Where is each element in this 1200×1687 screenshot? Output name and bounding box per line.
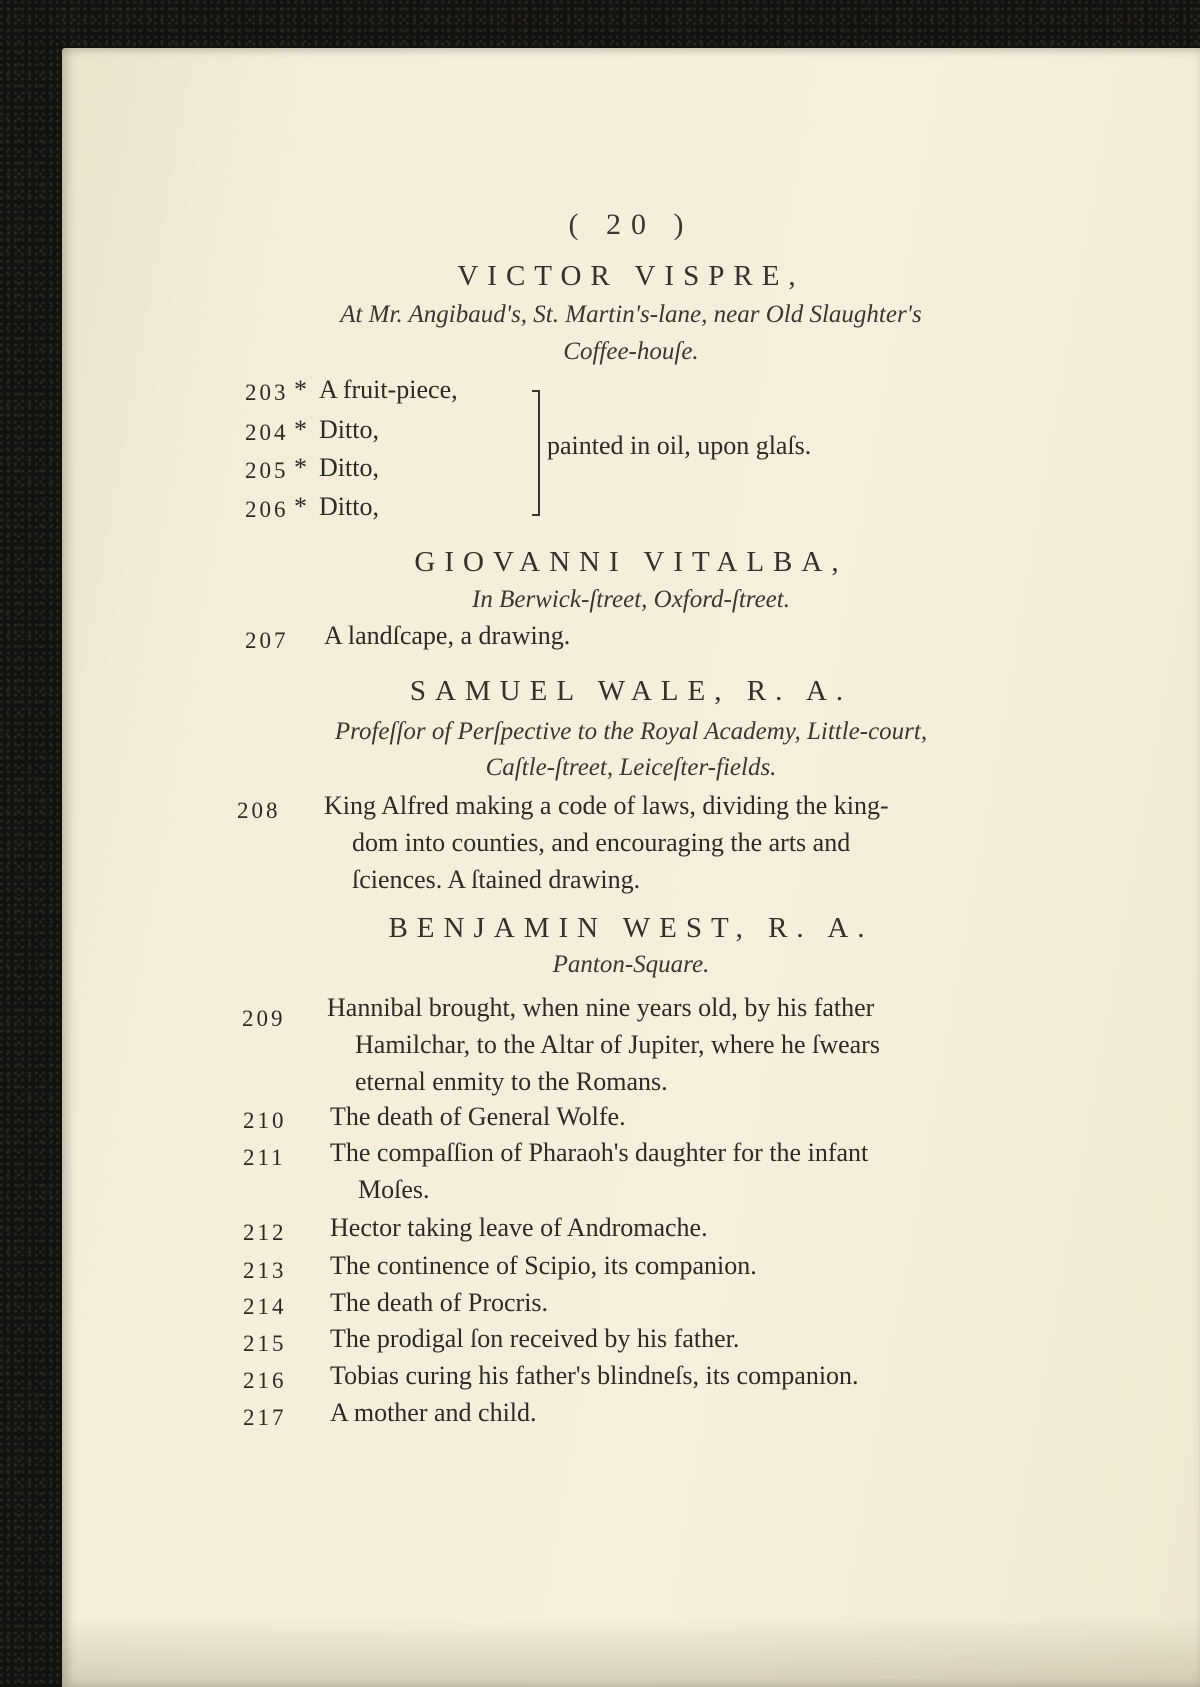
book-page <box>62 48 1200 1687</box>
group-note: painted in oil, upon glaſs. <box>547 431 812 460</box>
entry-mark-205: * <box>294 453 307 482</box>
entry-text-209-line1: Hannibal brought, when nine years old, by his father <box>327 993 875 1022</box>
entry-mark-206: * <box>294 492 307 521</box>
entry-number-212: 212 <box>243 1220 287 1245</box>
entry-text-211-line1: The compaſſion of Pharaoh's daughter for the infant <box>330 1138 869 1167</box>
entry-text-208-line3: ſciences. A ſtained drawing. <box>352 865 641 894</box>
artist-address-vitalba: In Berwick-ſtreet, Oxford-ſtreet. <box>472 586 790 613</box>
entry-text-215: The prodigal ſon received by his father. <box>330 1324 740 1353</box>
entry-text-214: The death of Procris. <box>330 1288 549 1317</box>
page-number: ( 20 ) <box>568 208 694 241</box>
entry-text-208-line1: King Alfred making a code of laws, dividing the king- <box>324 791 889 820</box>
entry-mark-204: * <box>294 415 307 444</box>
entry-number-217: 217 <box>243 1405 287 1430</box>
entry-title-204: Ditto, <box>319 415 379 444</box>
entry-number-206: 206 <box>245 497 289 522</box>
entry-number-215: 215 <box>243 1331 287 1356</box>
entry-number-213: 213 <box>243 1258 287 1283</box>
artist-name-west: BENJAMIN WEST, R. A. <box>388 912 874 944</box>
entry-text-208-line2: dom into counties, and encouraging the arts and <box>352 828 851 857</box>
artist-address-west: Panton-Square. <box>552 951 710 978</box>
entry-number-210: 210 <box>243 1108 287 1133</box>
entry-text-213: The continence of Scipio, its companion. <box>330 1251 757 1280</box>
artist-address-wale-line1: Profeſſor of Perſpective to the Royal Academy, Little-court, <box>334 718 928 745</box>
entry-number-216: 216 <box>243 1368 287 1393</box>
entry-number-214: 214 <box>243 1294 287 1319</box>
entry-text-217: A mother and child. <box>330 1398 537 1427</box>
entry-text-211-line2: Moſes. <box>358 1175 430 1204</box>
artist-address-vispre-line1: At Mr. Angibaud's, St. Martin's-lane, near Old Slaughter's <box>340 301 922 328</box>
entry-title-205: Ditto, <box>319 453 379 482</box>
entry-title-206: Ditto, <box>319 492 379 521</box>
entry-number-208: 208 <box>237 798 281 823</box>
page-content <box>62 48 1200 1687</box>
grouping-brace <box>532 390 540 516</box>
artist-address-wale-line2: Caſtle-ſtreet, Leiceſter-fields. <box>485 754 777 781</box>
entry-text-207: A landſcape, a drawing. <box>324 621 571 650</box>
entry-number-205: 205 <box>245 458 289 483</box>
entry-mark-203: * <box>294 375 307 404</box>
artist-name-wale: SAMUEL WALE, R. A. <box>409 675 853 707</box>
entry-text-212: Hector taking leave of Andromache. <box>330 1213 708 1242</box>
entry-title-203: A fruit-piece, <box>319 375 458 404</box>
entry-text-210: The death of General Wolfe. <box>330 1102 626 1131</box>
artist-name-vitalba: GIOVANNI VITALBA, <box>414 546 848 578</box>
entry-number-204: 204 <box>245 420 289 445</box>
entry-text-216: Tobias curing his father's blindneſs, its companion. <box>330 1361 859 1390</box>
entry-number-207: 207 <box>245 628 289 653</box>
entry-number-209: 209 <box>242 1006 286 1031</box>
entry-text-209-line3: eternal enmity to the Romans. <box>355 1067 668 1096</box>
entry-number-211: 211 <box>243 1145 286 1170</box>
artist-address-vispre-line2: Coffee-houſe. <box>563 338 699 365</box>
artist-name-vispre: VICTOR VISPRE, <box>457 260 805 292</box>
entry-number-203: 203 <box>245 380 289 405</box>
entry-text-209-line2: Hamilchar, to the Altar of Jupiter, where he ſwears <box>355 1030 880 1059</box>
